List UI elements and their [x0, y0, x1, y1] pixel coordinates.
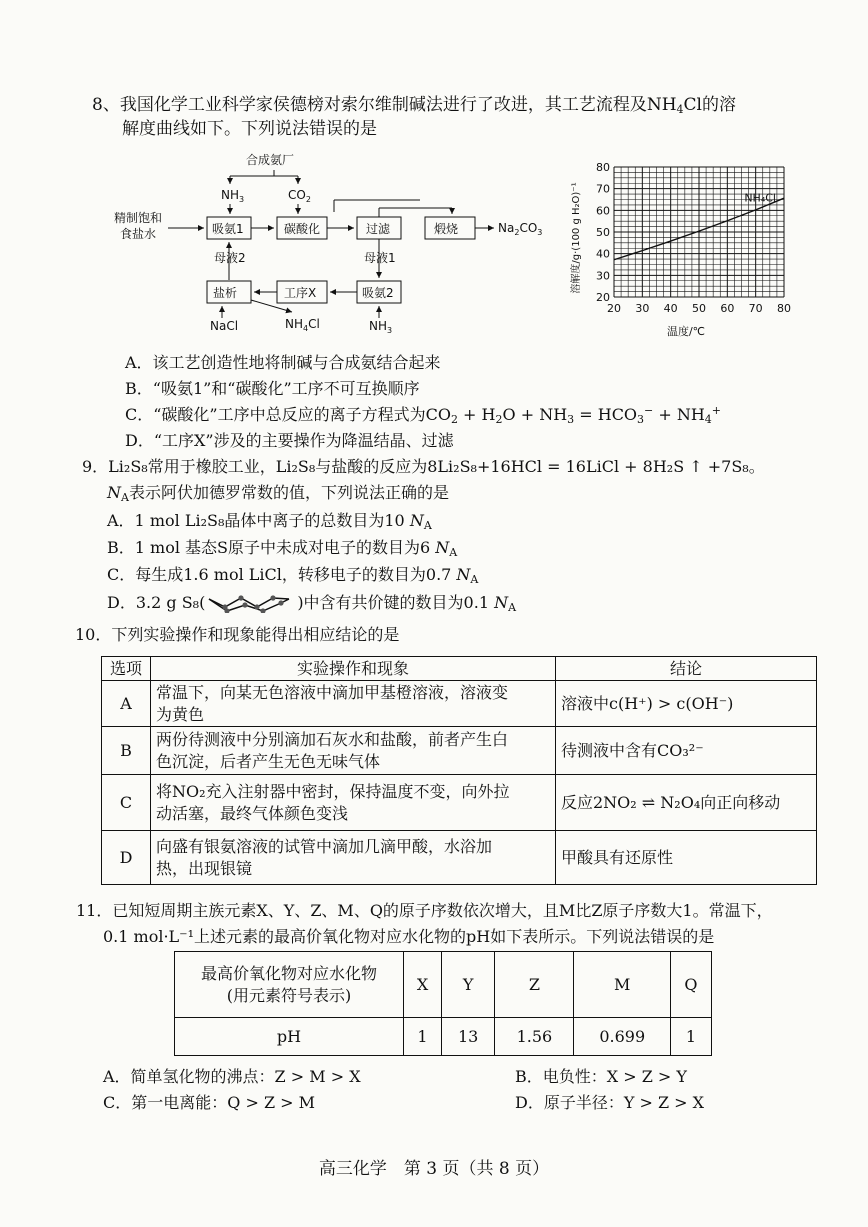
x-tick-label: 80	[777, 302, 791, 315]
svg-text:吸氨2: 吸氨2	[362, 286, 394, 300]
q9-stem-line2: $N_A$表示阿伏加德罗常数的值，下列说法正确的是	[107, 483, 449, 504]
s8-ring-structure-icon	[205, 593, 297, 613]
table-row: pH 1 13 1.56 0.699 1	[175, 1018, 712, 1056]
q8-stem-line1: 8、我国化学工业科学家侯德榜对索尔维制碱法进行了改进，其工艺流程及$NH_4Cl$的溶	[92, 95, 736, 116]
table-row: D 向盛有银氨溶液的试管中滴加几滴甲酸，水浴加 热，出现银镜 甲酸具有还原性	[102, 831, 817, 885]
q11-option-c: C．第一电离能：Q > Z > M	[103, 1093, 316, 1112]
source-synthetic-ammonia: 合成氨厂	[246, 153, 295, 167]
y-tick-label: 50	[596, 226, 610, 239]
q8-option-d: D．“工序X”涉及的主要操作为降温结晶、过滤	[125, 431, 454, 450]
table-row: B 两份待测液中分别滴加石灰水和盐酸，前者产生白 色沉淀，后者产生无色无味气体 待测液中含有CO₃²⁻	[102, 727, 817, 775]
input-brine-line1: 精制饱和	[114, 211, 163, 225]
nacl-input: NaCl	[210, 319, 239, 333]
nh3-top-label: $NH_3$	[221, 188, 245, 204]
nh4cl-product: $NH_4Cl$	[285, 317, 320, 333]
q8-stem-line2: 解度曲线如下。下列说法错误的是	[122, 119, 377, 139]
q11-option-a: A．简单氢化物的沸点：Z > M > X	[103, 1067, 361, 1086]
x-axis-label: 温度/℃	[666, 325, 706, 338]
product-na2co3: $Na_2CO_3$	[498, 221, 543, 237]
svg-text:过滤: 过滤	[366, 222, 391, 236]
x-tick-label: 60	[720, 302, 735, 315]
q11-stem-line2: 0.1 mol·L⁻¹上述元素的最高价氧化物对应水化物的pH如下表所示。下列说法错误的是	[103, 927, 715, 946]
x-tick-label: 40	[663, 302, 678, 315]
mother-liquor-2: 母液2	[214, 251, 246, 265]
svg-text:吸氨1: 吸氨1	[212, 222, 244, 236]
q11-stem-line1: 11．已知短周期主族元素X、Y、Z、M、Q的原子序数依次增大，且M比Z原子序数大1。常温下，	[76, 901, 773, 920]
y-tick-label: 30	[596, 269, 610, 283]
q8-number: 8、	[92, 95, 120, 115]
x-tick-label: 30	[635, 302, 650, 315]
y-tick-label: 80	[596, 161, 610, 174]
q10-table	[101, 656, 817, 885]
co2-label: $CO_2$	[288, 188, 311, 204]
q10-header-option: 选项	[102, 657, 151, 681]
svg-text:盐析: 盐析	[213, 286, 238, 300]
series-label-nh4cl: NH₄Cl	[744, 191, 776, 205]
q9-stem-line1: 9．Li₂S₈常用于橡胶工业，Li₂S₈与盐酸的反应为8Li₂S₈+16HCl = 16LiCl + 8H₂S ↑ +7S₈。	[82, 457, 765, 476]
q9-option-a: A．1 mol Li₂S₈晶体中离子的总数目为10 $N_A$	[107, 511, 432, 532]
q9-option-d: D．3.2 g S₈( )中含有共价键的数目为0.1 $N_A$	[107, 593, 517, 614]
y-tick-label: 20	[596, 291, 610, 304]
nh3-bottom-label: $NH_3$	[369, 319, 393, 335]
q10-stem: 10．下列实验操作和现象能得出相应结论的是	[75, 625, 400, 644]
q11-option-b: B．电负性：X > Z > Y	[515, 1067, 687, 1086]
mother-liquor-1: 母液1	[364, 251, 396, 265]
y-tick-label: 70	[596, 182, 610, 196]
q8-option-b: B．“吸氨1”和“碳酸化”工序不可互换顺序	[125, 379, 420, 398]
process-flow-diagram	[112, 150, 552, 345]
q11-option-d: D．原子半径：Y > Z > X	[515, 1093, 705, 1112]
q11-table: 最高价氧化物对应水化物 (用元素符号表示) X Y Z M Q pH 1 13 1.56 0.699 1	[174, 951, 712, 1056]
svg-text:工序X: 工序X	[284, 286, 317, 300]
svg-text:煅烧: 煅烧	[434, 222, 459, 236]
table-row: A 常温下，向某无色溶液中滴加甲基橙溶液，溶液变 为黄色 溶液中c(H⁺) > c(OH⁻)	[102, 681, 817, 727]
x-tick-label: 50	[692, 302, 706, 315]
solubility-chart	[566, 155, 798, 340]
q10-header-conclusion: 结论	[556, 657, 817, 681]
q10-header-operation: 实验操作和现象	[151, 657, 556, 681]
q9-option-b: B．1 mol 基态S原子中未成对电子的数目为6 $N_A$	[107, 538, 458, 559]
input-brine-line2: 食盐水	[120, 227, 157, 241]
x-tick-label: 70	[748, 302, 763, 315]
y-tick-label: 40	[596, 247, 610, 261]
svg-text:碳酸化: 碳酸化	[284, 222, 321, 236]
y-axis-label: 溶解度/g·(100 g H₂O)⁻¹	[571, 182, 582, 294]
q9-option-c: C．每生成1.6 mol LiCl，转移电子的数目为0.7 $N_A$	[107, 565, 479, 586]
page-footer: 高三化学 第 3 页（共 8 页）	[318, 1159, 550, 1179]
q8-option-c: C．“碳酸化”工序中总反应的离子方程式为$CO_2 + H_2O + NH_3 = HCO_3^- + NH_4^+$	[125, 404, 722, 426]
y-tick-label: 60	[596, 204, 610, 218]
q8-option-a: A．该工艺创造性地将制碱与合成氨结合起来	[125, 353, 441, 372]
chart-grid	[614, 167, 784, 297]
x-tick-label: 20	[607, 302, 621, 315]
table-row: C 将NO₂充入注射器中密封，保持温度不变，向外拉 动活塞，最终气体颜色变浅 反应2NO₂ ⇌ N₂O₄向正向移动	[102, 775, 817, 831]
